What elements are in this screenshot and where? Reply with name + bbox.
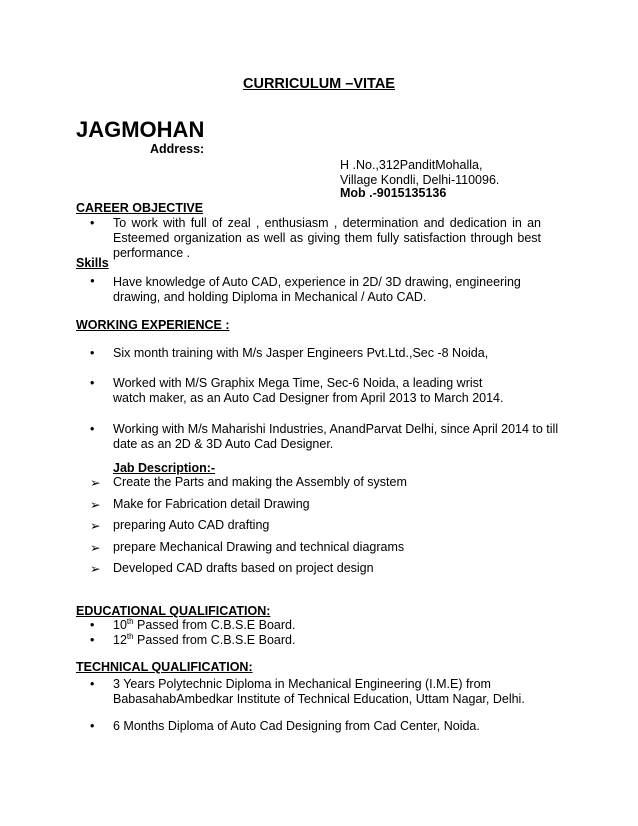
job-item: Create the Parts and making the Assembly of system (113, 475, 407, 489)
experience-item: Six month training with M/s Jasper Engineers Pvt.Ltd.,Sec -8 Noida, (113, 346, 489, 360)
mobile-number: Mob .-9015135136 (340, 186, 447, 200)
skills-heading: Skills (76, 256, 109, 270)
document-title: CURRICULUM –VITAE (243, 76, 395, 92)
technical-heading: TECHNICAL QUALIFICATION: (76, 660, 253, 674)
bullet-icon (90, 274, 95, 288)
bullet-icon (90, 618, 94, 632)
address-line-2: Village Kondli, Delhi-110096. (340, 173, 500, 187)
job-description-heading: Jab Description:- (113, 461, 216, 475)
experience-item: Worked with M/S Graphix Mega Time, Sec-6 Noida, a leading wrist watch maker, as an Auto Cad Designer from April 2013 to March 2014. (113, 376, 504, 405)
bullet-icon (90, 216, 94, 230)
bullet-icon (90, 633, 94, 647)
career-objective-heading: CAREER OBJECTIVE (76, 201, 204, 215)
education-item: 12th Passed from C.B.S.E Board. (113, 631, 296, 647)
experience-heading: WORKING EXPERIENCE : (76, 318, 230, 332)
arrow-bullet-icon (90, 497, 100, 512)
job-item: Developed CAD drafts based on project design (113, 561, 374, 575)
technical-item: 6 Months Diploma of Auto Cad Designing from Cad Center, Noida. (113, 719, 480, 733)
bullet-icon (90, 719, 94, 733)
bullet-icon (90, 346, 94, 360)
skills-text: Have knowledge of Auto CAD, experience in 2D/ 3D drawing, engineering drawing, and holding Diploma in Mechanical / Auto CAD. (113, 275, 521, 304)
arrow-bullet-icon (90, 540, 100, 555)
education-heading: EDUCATIONAL QUALIFICATION: (76, 604, 271, 618)
candidate-name: JAGMOHAN (76, 117, 205, 142)
experience-item: Working with M/s Maharishi Industries, AnandParvat Delhi, since April 2014 to till date as an 2D & 3D Auto Cad Designer. (113, 422, 559, 451)
education-item: 10th Passed from C.B.S.E Board. (113, 616, 296, 632)
arrow-bullet-icon (90, 518, 100, 533)
arrow-bullet-icon (90, 475, 100, 490)
bullet-icon (90, 376, 94, 390)
career-objective-text: To work with full of zeal , enthusiasm , determination and dedication in an Esteemed organization as well as giving them fully satisfaction through best performance . (113, 216, 541, 260)
technical-item: 3 Years Polytechnic Diploma in Mechanical Engineering (I.M.E) from BabasahabAmbedkar Institute of Technical Education, Uttam Nagar, Delhi. (113, 677, 525, 706)
job-item: Make for Fabrication detail Drawing (113, 497, 310, 511)
address-line-1: H .No.,312PanditMohalla, (340, 158, 483, 172)
bullet-icon (90, 677, 94, 691)
address-label: Address: (150, 142, 205, 156)
job-item: prepare Mechanical Drawing and technical diagrams (113, 540, 405, 554)
arrow-bullet-icon (90, 561, 100, 576)
job-item: preparing Auto CAD drafting (113, 518, 270, 532)
bullet-icon (90, 422, 94, 436)
